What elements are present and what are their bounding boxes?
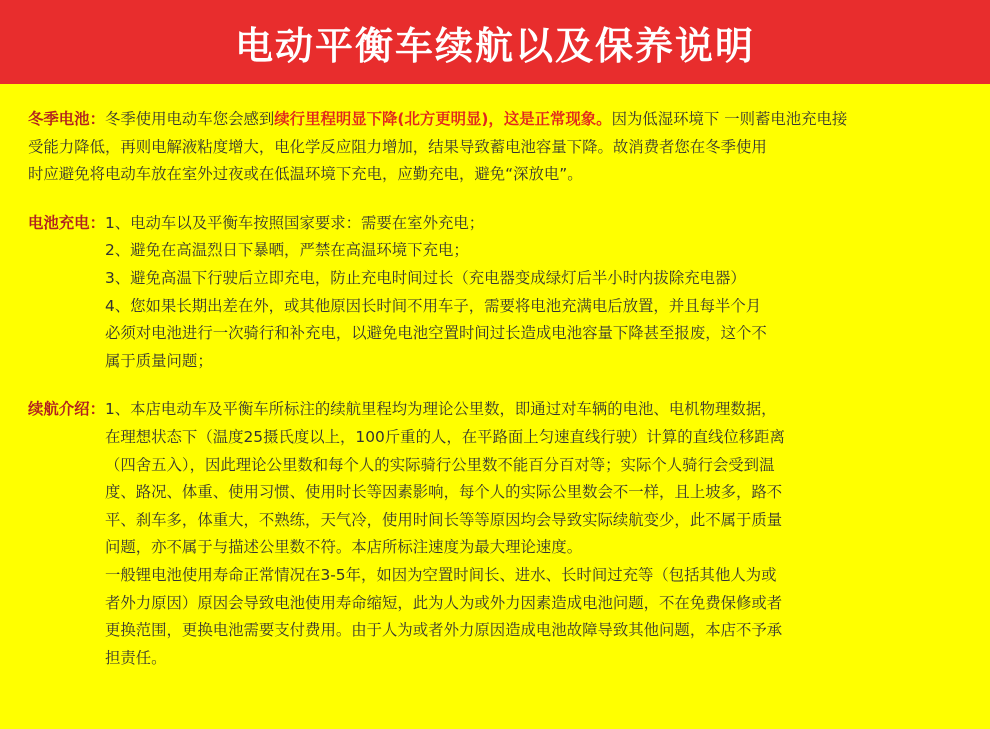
section-range-intro: [28, 396, 960, 672]
section-body-charging: [105, 210, 960, 376]
winter-highlight: 续行里程明显下降(北方更明显)，这是正常现象。: [274, 110, 612, 128]
range-line: 在理想状态下（温度25摄氏度以上，100斤重的人，在平路面上匀速直线行驶）计算的直线位移距离: [104, 427, 785, 446]
section-label-charging: 电池充电：: [28, 213, 105, 232]
charging-line: 必须对电池进行一次骑行和补充电，以避免电池空置时间过长造成电池容量下降甚至报废，这个不: [104, 324, 767, 343]
winter-line-1: [105, 106, 960, 134]
winter-line-1-a: 冬季使用电动车您会感到: [104, 110, 275, 128]
winter-line-2: 受能力降低，再则电解液粘度增大，电化学反应阻力增加，结果导致蓄电池容量下降。故消费者您在冬季使用: [28, 137, 767, 156]
range-line: 者外力原因）原因会导致电池使用寿命缩短，此为人为或外力因素造成电池问题，不在免费保修或者: [104, 593, 783, 612]
range-line: 更换范围，更换电池需要支付费用。由于人为或者外力原因造成电池故障导致其他问题，本店不予承: [104, 621, 783, 640]
range-line: 问题，亦不属于与描述公里数不符。本店所标注速度为最大理论速度。: [104, 538, 583, 557]
charging-line: 4、您如果长期出差在外，或其他原因长时间不用车子，需要将电池充满电后放置，并且每半个月: [104, 296, 762, 315]
range-line: 担责任。: [104, 648, 167, 667]
winter-line-3: 时应避免将电动车放在室外过夜或在低温环境下充电，应勤充电，避免“深放电”。: [28, 165, 583, 184]
charging-line: 属于质量问题；: [104, 351, 213, 370]
section-body-winter: [105, 106, 960, 134]
range-line: 一般锂电池使用寿命正常情况在3-5年，如因为空置时间长、进水、长时间过充等（包括其他人为或: [104, 565, 777, 584]
section-body-range: [105, 396, 960, 672]
section-label-range: 续航介绍：: [28, 400, 105, 419]
charging-line: 1、电动车以及平衡车按照国家要求：需要在室外充电；: [104, 213, 485, 232]
section-winter-battery: [28, 106, 960, 134]
section-battery-charging: [28, 210, 960, 376]
range-line: （四舍五入），因此理论公里数和每个人的实际骑行公里数不能百分百对等；实际个人骑行会受到温: [104, 455, 775, 474]
winter-line-1-b: 因为低湿环境下 一则蓄电池充电接: [611, 110, 848, 128]
section-label-winter: 冬季电池：: [28, 110, 105, 128]
content-area: [0, 84, 990, 672]
section-body-winter-cont: [28, 134, 960, 189]
section-winter-continued: [28, 134, 960, 189]
charging-line: 2、避免在高温烈日下暴晒，严禁在高温环境下充电；: [104, 241, 469, 260]
charging-line: 3、避免高温下行驶后立即充电，防止充电时间过长（充电器变成绿灯后半小时内拔除充电器）: [104, 268, 746, 287]
page-title: 电动平衡车续航以及保养说明: [234, 23, 755, 68]
range-line: 1、本店电动车及平衡车所标注的续航里程均为理论公里数，即通过对车辆的电池、电机物理数据，: [104, 400, 777, 419]
range-line: 平、刹车多，体重大，不熟练，天气冷，使用时间长等等原因均会导致实际续航变少，此不属于质量: [104, 510, 783, 529]
title-banner: [0, 0, 990, 84]
range-line: 度、路况、体重、使用习惯、使用时长等因素影响，每个人的实际公里数会不一样，且上坡多，路不: [104, 483, 783, 502]
